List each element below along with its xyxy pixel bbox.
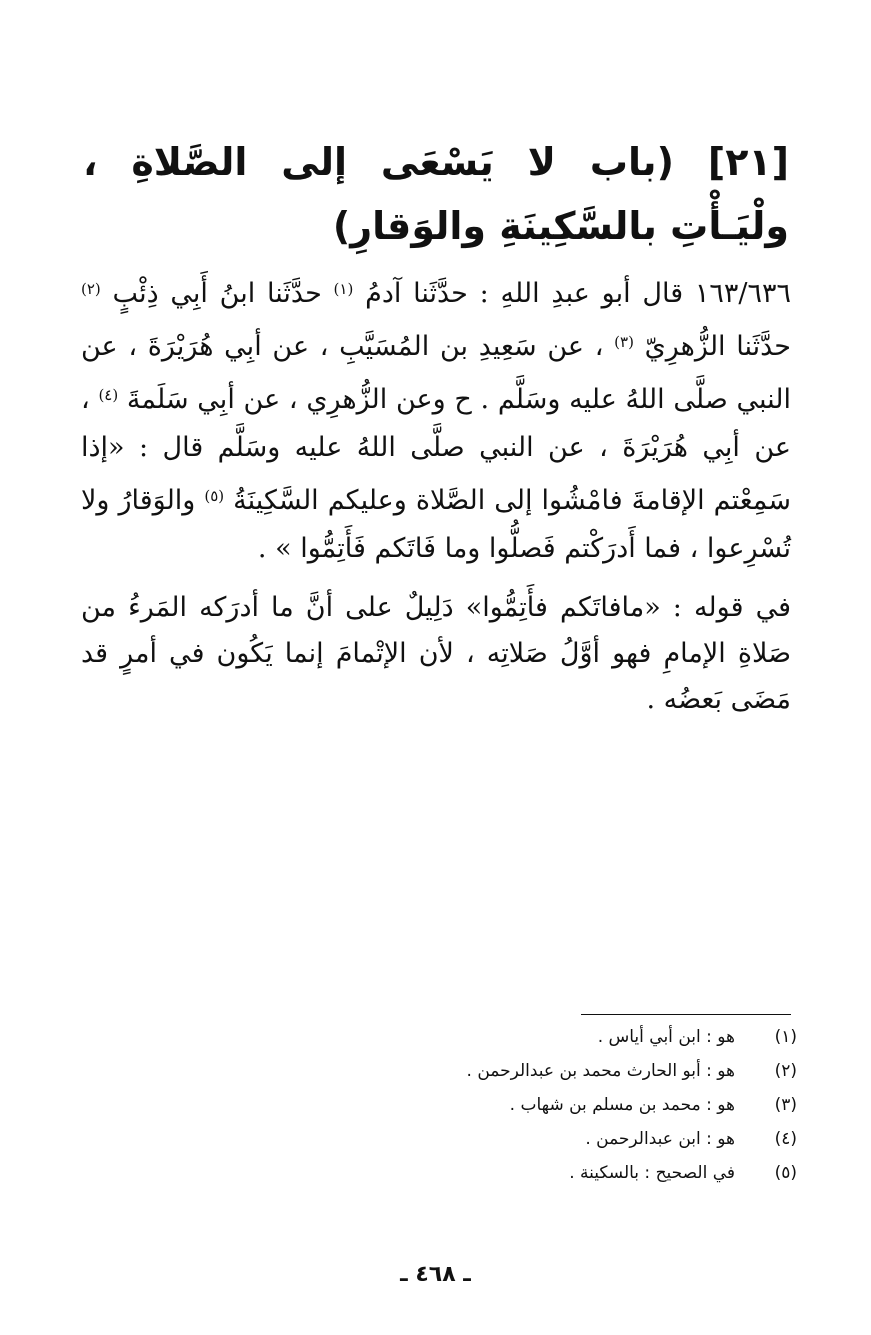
footnote-text: هو : ابن عبدالرحمن .	[585, 1129, 735, 1149]
page-number: ـ ٤٦٨ ـ	[400, 1262, 471, 1287]
footnote-number: (٤)	[774, 1129, 797, 1149]
hadith-text-part: حدَّثَنا الزُّهرِيّ	[633, 331, 791, 362]
footnote-ref[interactable]: (٤)	[98, 386, 119, 404]
footnote-number: (٣)	[774, 1095, 797, 1115]
commentary-text: في قوله : «مافاتَكم فأَتِمُّوا» دَلِيلٌ على أنَّ ما أدرَكه المَرءُ من صَلاةِ الإمامِ فهو أوَّلُ صَلاتِه ، لأن الإتْمامَ إنما يَكُون في أمرٍ قد مَضَى بَعضُه .	[81, 592, 791, 715]
hadith-text-part: ، عن أبِي هُرَيْرَةَ ، عن النبي صلَّى اللهُ عليه وسَلَّم قال : «إذا سَمِعْتم الإقامةَ فامْشُوا إلى الصَّلاة وعليكم السَّكِينَةُ	[81, 384, 792, 516]
chapter-title: [٢١] (باب لا يَسْعَى إلى الصَّلاةِ ، ولْيَـأْتِ بالسَّكِينَةِ والوَقارِ)	[83, 140, 789, 248]
hadith-text-part: ١٦٣/٦٣٦ قال أبو عبدِ اللهِ : حدَّثَنا آدمُ	[353, 278, 791, 309]
footnote-item	[297, 1054, 797, 1088]
footnote-number: (١)	[774, 1027, 797, 1047]
footnote-text: في الصحيح : بالسكينة .	[569, 1163, 735, 1183]
hadith-text-part: والوَقارُ ولا تُسْرِعوا ، فما أَدرَكْتم فَصلُّوا وما فَاتَكم فَأَتِمُّوا » .	[81, 485, 791, 564]
hadith-text-part: حدَّثَنا ابنُ أَبِي ذِئْبٍ	[100, 278, 334, 309]
footnote-item	[297, 1122, 797, 1156]
footnote-number: (٥)	[774, 1163, 797, 1183]
footnote-text: هو : ابن أبي أياس .	[597, 1027, 735, 1047]
footnotes-list	[297, 1020, 797, 1190]
footnote-ref[interactable]: (٥)	[204, 487, 225, 505]
footnote-number: (٢)	[774, 1061, 797, 1081]
footnote-ref[interactable]: (٣)	[614, 333, 634, 351]
footnote-text: هو : أبو الحارث محمد بن عبدالرحمن .	[466, 1061, 735, 1081]
footnote-item	[297, 1088, 797, 1122]
footnote-divider	[581, 1014, 791, 1015]
footnote-text: هو : محمد بن مسلم بن شهاب .	[509, 1095, 735, 1115]
hadith-text-part: ، عن سَعِيدِ بن المُسَيَّبِ ، عن أبِي هُرَيْرَةَ ، عن النبي صلَّى اللهُ عليه وسَلَّم . ح وعن الزُّهرِي ، عن أبِي سَلَمةَ	[81, 331, 791, 415]
footnote-item	[297, 1020, 797, 1054]
footnote-item	[297, 1156, 797, 1190]
footnote-ref[interactable]: (٢)	[81, 280, 101, 298]
hadith-text	[81, 265, 791, 573]
footnote-ref[interactable]: (١)	[333, 280, 354, 298]
